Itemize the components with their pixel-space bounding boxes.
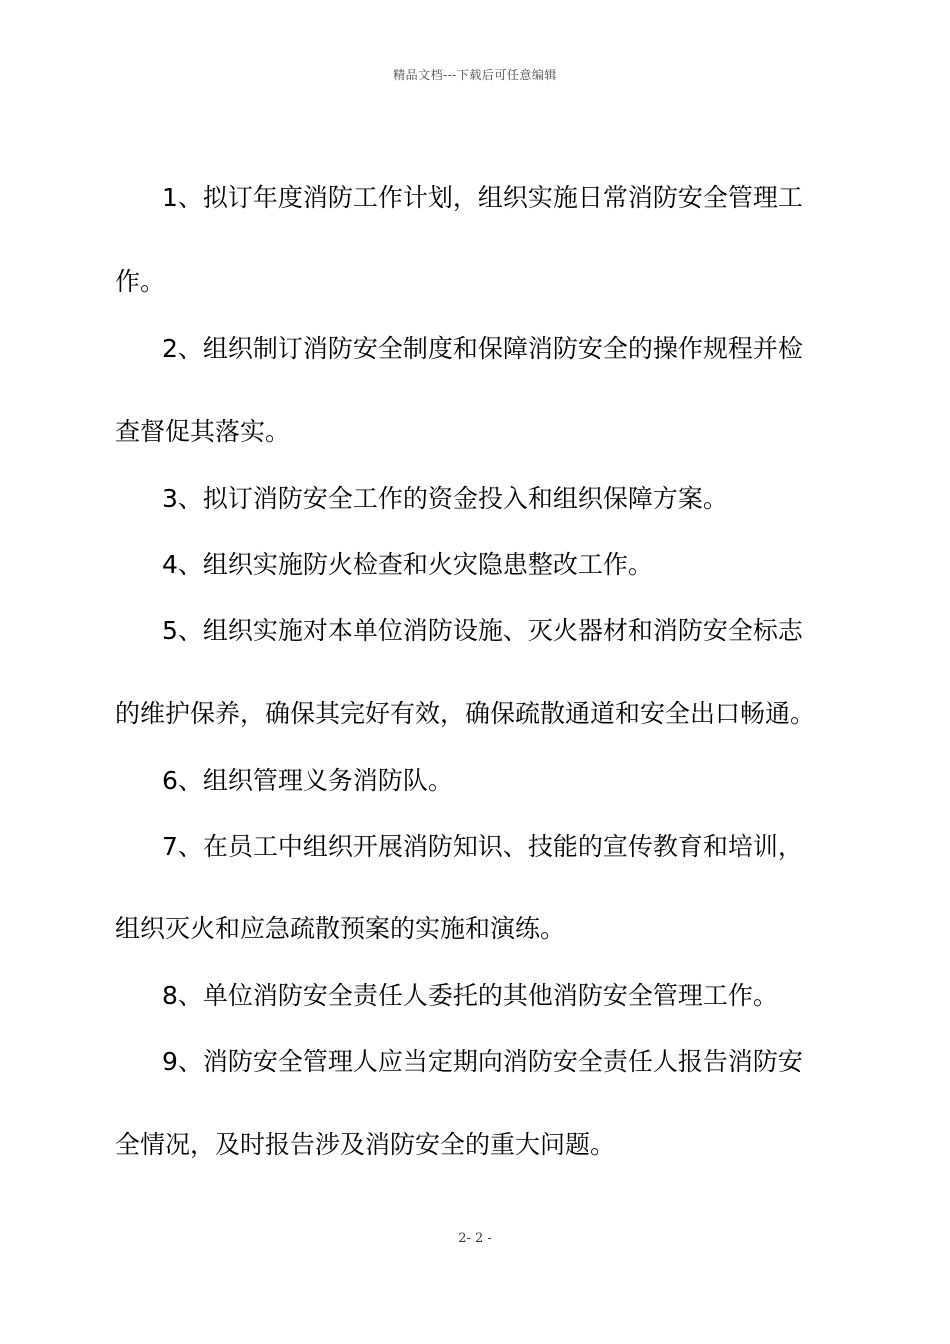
duty-item-7: 7、在员工中组织开展消防知识、技能的宣传教育和培训， (162, 832, 803, 861)
duty-item-4: 4、组织实施防火检查和火灾隐患整改工作。 (162, 550, 653, 579)
duty-item-1-continued: 作。 (115, 267, 166, 296)
duty-item-8: 8、单位消防安全责任人委托的其他消防安全管理工作。 (162, 981, 778, 1010)
duty-item-9: 9、消防安全管理人应当定期向消防安全责任人报告消防安 (162, 1047, 803, 1076)
page-header: 精品文档---下载后可任意编辑 (393, 68, 557, 82)
duty-item-3: 3、拟订消防安全工作的资金投入和组织保障方案。 (162, 484, 728, 513)
duty-item-9-continued: 全情况，及时报告涉及消防安全的重大问题。 (115, 1130, 616, 1159)
duty-item-5: 5、组织实施对本单位消防设施、灭火器材和消防安全标志 (162, 616, 803, 645)
duty-item-2: 2、组织制订消防安全制度和保障消防安全的操作规程并检 (162, 334, 803, 363)
duty-item-7-continued: 组织灭火和应急疏散预案的实施和演练。 (115, 914, 566, 943)
page-number: 2- 2 - (458, 1231, 492, 1246)
duty-item-1: 1、拟订年度消防工作计划，组织实施日常消防安全管理工 (162, 183, 803, 212)
duty-item-6: 6、组织管理义务消防队。 (162, 766, 453, 795)
duty-item-2-continued: 查督促其落实。 (115, 417, 291, 446)
duty-item-5-continued: 的维护保养，确保其完好有效，确保疏散通道和安全出口畅通。 (115, 699, 816, 728)
